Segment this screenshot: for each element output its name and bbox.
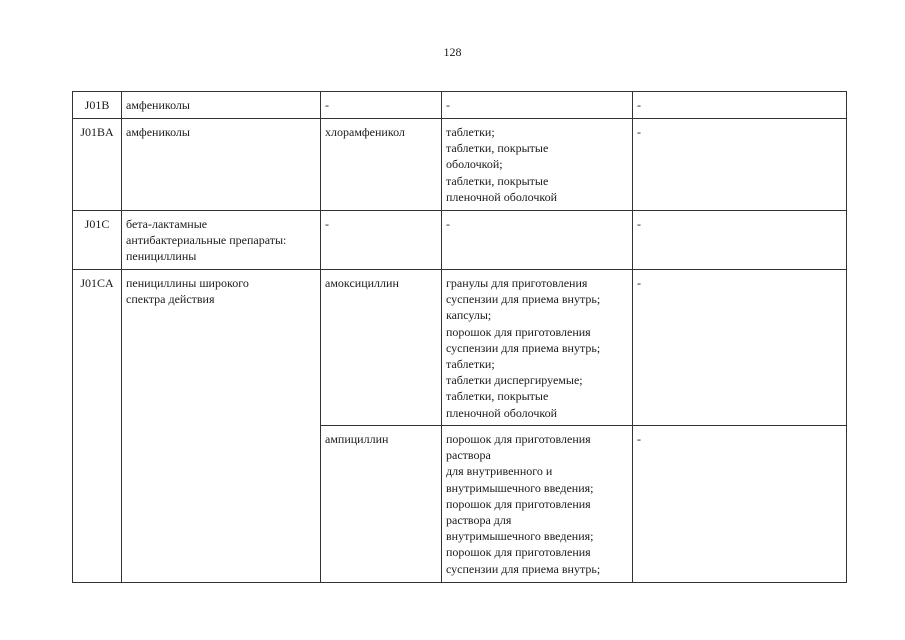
table-row — [73, 119, 847, 211]
table-row — [73, 211, 847, 270]
drug-cell: амоксициллин — [321, 270, 442, 426]
atc-code-cell: J01B — [73, 92, 122, 119]
group-cell: амфениколы — [122, 92, 321, 119]
dosage-forms-cell: гранулы для приготовления суспензии для приема внутрь; капсулы; порошок для приготовления суспензии для приема внутрь; таблетки; таблетки диспергируемые; таблетки, покрытые пленочной оболочкой — [442, 270, 633, 426]
extra-cell: - — [633, 426, 847, 583]
dosage-forms-cell: - — [442, 211, 633, 270]
group-cell: пенициллины широкого спектра действия — [122, 270, 321, 583]
drug-cell: ампициллин — [321, 426, 442, 583]
drug-cell: - — [321, 211, 442, 270]
table-row — [73, 92, 847, 119]
extra-cell: - — [633, 119, 847, 211]
dosage-forms-cell: - — [442, 92, 633, 119]
drug-cell: хлорамфеникол — [321, 119, 442, 211]
extra-cell: - — [633, 270, 847, 426]
page-number: 128 — [443, 45, 462, 59]
atc-code-cell: J01C — [73, 211, 122, 270]
dosage-forms-cell: порошок для приготовления раствора для внутривенного и внутримышечного введения; порошок для приготовления раствора для внутримышечного введения; порошок для приготовления суспензии для приема внутрь; — [442, 426, 633, 583]
group-cell: бета-лактамные антибактериальные препараты: пенициллины — [122, 211, 321, 270]
drug-cell: - — [321, 92, 442, 119]
dosage-forms-cell: таблетки; таблетки, покрытые оболочкой; таблетки, покрытые пленочной оболочкой — [442, 119, 633, 211]
group-cell: амфениколы — [122, 119, 321, 211]
extra-cell: - — [633, 211, 847, 270]
drug-table — [72, 91, 847, 583]
table-row — [73, 270, 847, 426]
extra-cell: - — [633, 92, 847, 119]
atc-code-cell: J01BA — [73, 119, 122, 211]
atc-code-cell: J01CA — [73, 270, 122, 583]
